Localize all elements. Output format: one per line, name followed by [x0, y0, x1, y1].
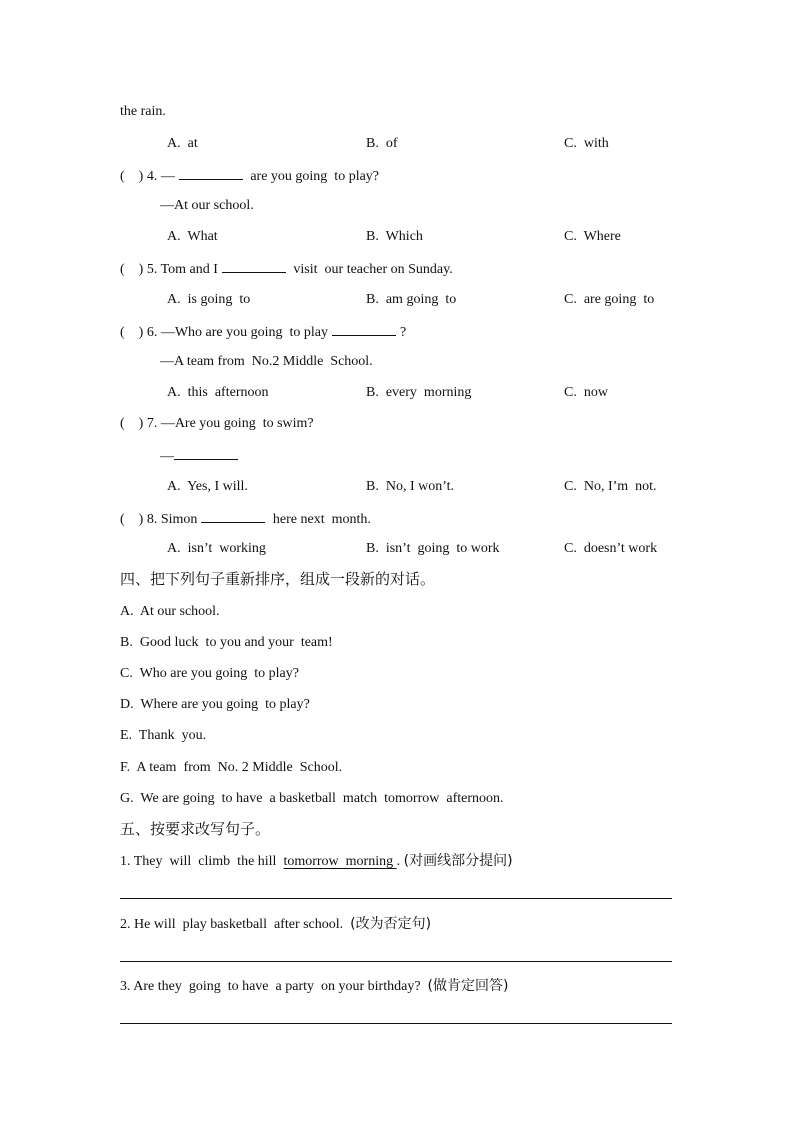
- answer-line[interactable]: [120, 898, 672, 899]
- answer-blank[interactable]: [332, 322, 396, 336]
- sentence-text: 2. He will play basketball after school.: [120, 917, 351, 932]
- sentence-end: .: [396, 854, 404, 869]
- question-6-rest: ?: [400, 325, 407, 340]
- option-a: A. at: [167, 136, 198, 151]
- answer-blank[interactable]: [179, 166, 243, 180]
- question-6-reply: —A team from No.2 Middle School.: [160, 354, 373, 369]
- dialog-item: G. We are going to have a basketball match tomorrow afternoon.: [120, 791, 504, 806]
- dialog-item: E. Thank you.: [120, 728, 207, 743]
- option-a: A. this afternoon: [167, 385, 269, 400]
- option-b: B. am going to: [366, 292, 457, 307]
- question-7-reply: [160, 446, 242, 466]
- option-a: A. Yes, I will.: [167, 479, 248, 494]
- answer-line[interactable]: [120, 961, 672, 962]
- option-b: B. No, I won’t.: [366, 479, 455, 494]
- question-8: [120, 509, 371, 529]
- dialog-item: A. At our school.: [120, 604, 220, 619]
- option-b: B. of: [366, 136, 398, 151]
- question-continuation: the rain.: [120, 104, 166, 119]
- question-5: [120, 259, 453, 279]
- dialog-item: C. Who are you going to play?: [120, 666, 299, 681]
- instruction-note: (对画线部分提问): [403, 853, 513, 869]
- option-b: B. Which: [366, 229, 423, 244]
- option-c: C. now: [564, 385, 608, 400]
- question-8-prompt: ( ) 8. Simon: [120, 512, 198, 527]
- option-a: A. isn’t working: [167, 541, 266, 556]
- sentence-text: 1. They will climb the hill: [120, 854, 284, 869]
- dash: —: [160, 449, 174, 464]
- instruction-note: (做肯定回答): [427, 978, 509, 994]
- option-c: C. with: [564, 136, 609, 151]
- rewrite-sentence-2: [120, 915, 431, 934]
- option-c: C. Where: [564, 229, 621, 244]
- question-4-reply: —At our school.: [160, 198, 254, 213]
- answer-line[interactable]: [120, 1023, 672, 1024]
- rewrite-sentence-1: [120, 852, 513, 871]
- answer-blank[interactable]: [201, 509, 265, 523]
- option-c: C. are going to: [564, 292, 655, 307]
- answer-blank[interactable]: [222, 259, 286, 273]
- question-4: [120, 166, 379, 186]
- underlined-phrase: tomorrow morning: [283, 854, 397, 869]
- question-4-rest: are you going to play?: [246, 169, 380, 184]
- question-5-rest: visit our teacher on Sunday.: [289, 262, 453, 277]
- option-a: A. What: [167, 229, 218, 244]
- question-8-rest: here next month.: [269, 512, 371, 527]
- rewrite-sentence-3: [120, 977, 508, 996]
- option-b: B. every morning: [366, 385, 472, 400]
- question-5-prompt: ( ) 5. Tom and I: [120, 262, 218, 277]
- section-4-heading: 四、把下列句子重新排序，组成一段新的对话。: [120, 570, 436, 588]
- section-5-heading: 五、按要求改写句子。: [120, 820, 271, 838]
- question-6-prompt: ( ) 6. —Who are you going to play: [120, 325, 329, 340]
- answer-blank[interactable]: [174, 446, 238, 460]
- option-b: B. isn’t going to work: [366, 541, 500, 556]
- question-4-prompt: ( ) 4. —: [120, 169, 175, 184]
- question-6: [120, 322, 406, 342]
- option-c: C. No, I’m not.: [564, 479, 657, 494]
- instruction-note: (改为否定句): [350, 916, 432, 932]
- option-c: C. doesn’t work: [564, 541, 658, 556]
- dialog-item: D. Where are you going to play?: [120, 697, 310, 712]
- question-7: ( ) 7. —Are you going to swim?: [120, 416, 314, 431]
- dialog-item: F. A team from No. 2 Middle School.: [120, 760, 343, 775]
- sentence-text: 3. Are they going to have a party on your birthday?: [120, 979, 428, 994]
- dialog-item: B. Good luck to you and your team!: [120, 635, 333, 650]
- option-a: A. is going to: [167, 292, 251, 307]
